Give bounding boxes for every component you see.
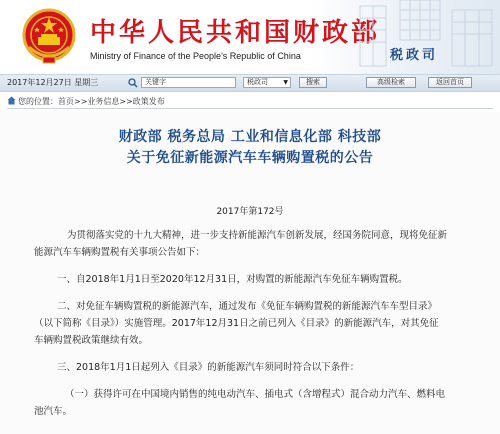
department-name: 税政司 (390, 48, 439, 63)
search-scope-value: 税政司 (247, 78, 268, 86)
paragraph-line: 能源汽车车辆购置税有关事项公告如下： (34, 247, 206, 258)
site-header (0, 0, 500, 74)
paragraph-line: 二、对免征车辆购置税的新能源汽车，通过发布《免征车辆购置税的新能源汽车车型目录》 (57, 301, 438, 312)
paragraph-line: 三、2018年1月1日起列入《目录》的新能源汽车须同时符合以下条件： (57, 362, 360, 373)
paragraph-line: 一、自2018年1月1日至2020年12月31日，对购置的新能源汽车免征车辆购置税。 (57, 274, 408, 285)
article-title-line2: 关于免征新能源汽车车辆购置税的公告 (126, 150, 374, 166)
document-number: 2017年第172号 (216, 207, 284, 217)
search-scope-select[interactable] (243, 77, 291, 88)
breadcrumb (7, 96, 165, 107)
search-icon (128, 78, 138, 88)
current-date: 2017年12月27日 星期三 (7, 78, 99, 87)
breadcrumb-text[interactable]: 您的位置：首页>>业务信息>>政策发布 (18, 97, 165, 106)
chevron-down-icon: ▼ (283, 79, 288, 86)
paragraph-line: 池汽车。 (34, 406, 73, 417)
search-input[interactable]: 关键字 (141, 77, 236, 88)
toolbar (0, 74, 500, 92)
site-title-en: Ministry of Finance of the People's Republic of China (90, 51, 301, 61)
search-button[interactable]: 搜索 (299, 77, 327, 88)
back-home-button[interactable]: 返回首页 (428, 77, 472, 88)
site-title-cn: 中华人民共和国财政部 (90, 18, 381, 48)
national-emblem-icon (21, 7, 77, 65)
article (0, 112, 500, 434)
paragraph-line: （以下简称《目录》）实施管理。2017年12月31日之前已列入《目录》的新能源汽车，对其免征 (34, 318, 439, 329)
paragraph-line: （一）获得许可在中国境内销售的纯电动汽车、插电式（含增程式）混合动力汽车、燃料电 (65, 389, 446, 400)
paragraph-line: 为贯彻落实党的十九大精神，进一步支持新能源汽车创新发展，经国务院同意，现将免征新 (67, 230, 448, 241)
paragraph-line: 车辆购置税政策继续有效。 (34, 335, 149, 346)
divider (7, 108, 493, 109)
home-icon (7, 96, 16, 105)
advanced-search-button[interactable]: 高级检索 (366, 77, 416, 88)
article-title-line1: 财政部 税务总局 工业和信息化部 科技部 (118, 129, 382, 145)
